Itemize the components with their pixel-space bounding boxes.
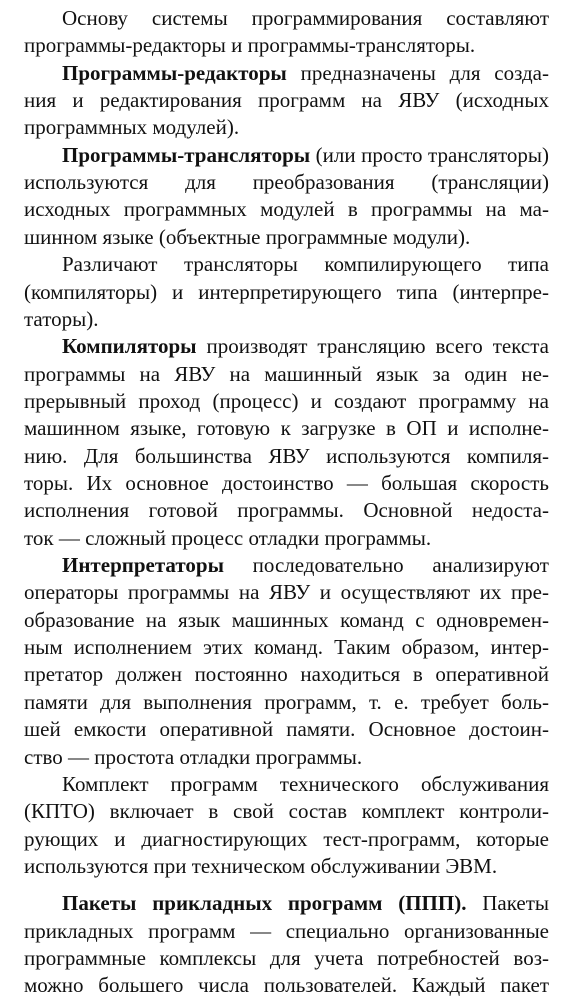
line-text: претатор должен постоянно находиться в оперативной [24, 662, 549, 687]
line-text: ток — сложный процесс отладки программы. [24, 525, 432, 550]
line-text: ния и редактирования программ на ЯВУ (исходных [24, 88, 549, 113]
line-text: машинном языке, готовую к загрузке в ОП и исполне- [24, 416, 549, 441]
text-line [62, 142, 549, 169]
line-text: операторы программы на ЯВУ и осуществляют их пре- [24, 580, 549, 605]
line-text: производят трансляцию всего текста [196, 334, 549, 359]
text-line [24, 634, 549, 661]
text-line [24, 224, 549, 251]
term-bold: Программы-трансляторы [62, 142, 311, 167]
text-line [24, 945, 549, 972]
line-text: шей емкости оперативной памяти. Основное достоин- [24, 717, 549, 742]
line-text: торы. Их основное достоинство — большая скорость [24, 471, 549, 495]
line-text: (компиляторы) и интерпретирующего типа (интерпре- [24, 279, 549, 304]
text-line [62, 552, 549, 579]
text-line [24, 196, 549, 223]
text-line [24, 525, 549, 552]
line-text: исходных программных модулей в программы на ма- [24, 197, 549, 222]
line-text: ство — простота отладки программы. [24, 744, 363, 769]
text-line [24, 388, 549, 415]
line-text: можно большего числа пользователей. Каждый пакет [24, 973, 549, 998]
line-text: Пакеты [466, 891, 549, 916]
line-text: рующих и диагностирующих тест-программ, которые [24, 826, 549, 851]
text-line [24, 918, 549, 945]
text-line [24, 415, 549, 442]
text-line [24, 361, 549, 388]
line-text: ным исполнением этих команд. Таким образом, интер- [24, 635, 549, 660]
text-line [62, 251, 549, 278]
text-line [62, 333, 549, 360]
line-text: исполнения готовой программы. Основной недоста- [24, 498, 549, 523]
text-line [24, 169, 549, 196]
term-bold: Пакеты прикладных программ (ППП). [62, 891, 467, 916]
line-text: прикладных программ — специально организованные [24, 918, 549, 943]
line-text: прерывный проход (процесс) и создают программу на [24, 388, 549, 413]
text-line [24, 689, 549, 716]
line-text: памяти для выполнения программ, т. е. требует боль- [24, 689, 549, 714]
term-bold: Интерпретаторы [62, 553, 224, 577]
text-line [24, 470, 549, 497]
text-line [24, 798, 549, 825]
line-text: Различают трансляторы компилирующего типа [62, 252, 549, 277]
text-line [24, 826, 549, 853]
text-line [24, 279, 549, 306]
line-text: программы на ЯВУ на машинный язык за один не- [24, 361, 549, 386]
text-line [62, 771, 549, 798]
text-line [24, 716, 549, 743]
line-text: таторы). [24, 306, 99, 331]
line-text: программы-редакторы и программы-трансляторы. [24, 33, 476, 58]
line-text: Основу системы программирования составляют [62, 6, 549, 30]
line-text: предназначены для созда- [286, 60, 549, 85]
text-line [24, 32, 549, 59]
line-text: нию. Для большинства ЯВУ используются компиля- [24, 443, 549, 468]
text-line [24, 497, 549, 524]
line-text: Комплект программ технического обслуживания [62, 771, 549, 796]
term-bold: Программы-редакторы [62, 60, 287, 85]
line-text: (КПТО) включает в свой состав комплект контроли- [24, 799, 549, 824]
text-line [62, 5, 549, 32]
line-text: образование на язык машинных команд с одновремен- [24, 607, 549, 632]
text-line [24, 443, 549, 470]
text-line [24, 853, 549, 880]
term-bold: Компиляторы [62, 334, 197, 359]
line-text: используются для преобразования (трансляции) [24, 170, 549, 195]
text-line [62, 890, 549, 917]
text-line [24, 972, 549, 999]
text-line [62, 60, 549, 87]
line-text: шинном языке (объектные программные модули). [24, 224, 471, 249]
line-text: последовательно анализируют [224, 553, 549, 577]
text-line [24, 579, 549, 606]
line-text: (или просто трансляторы) [310, 142, 549, 167]
line-text: программные комплексы для учета потребностей воз- [24, 945, 549, 970]
text-line [24, 306, 549, 333]
line-text: используются при техническом обслуживании ЭВМ. [24, 853, 498, 878]
text-line [24, 744, 549, 771]
line-text: программных модулей). [24, 115, 240, 140]
text-line [24, 607, 549, 634]
text-line [24, 114, 549, 141]
text-line [24, 661, 549, 688]
text-line [24, 87, 549, 114]
